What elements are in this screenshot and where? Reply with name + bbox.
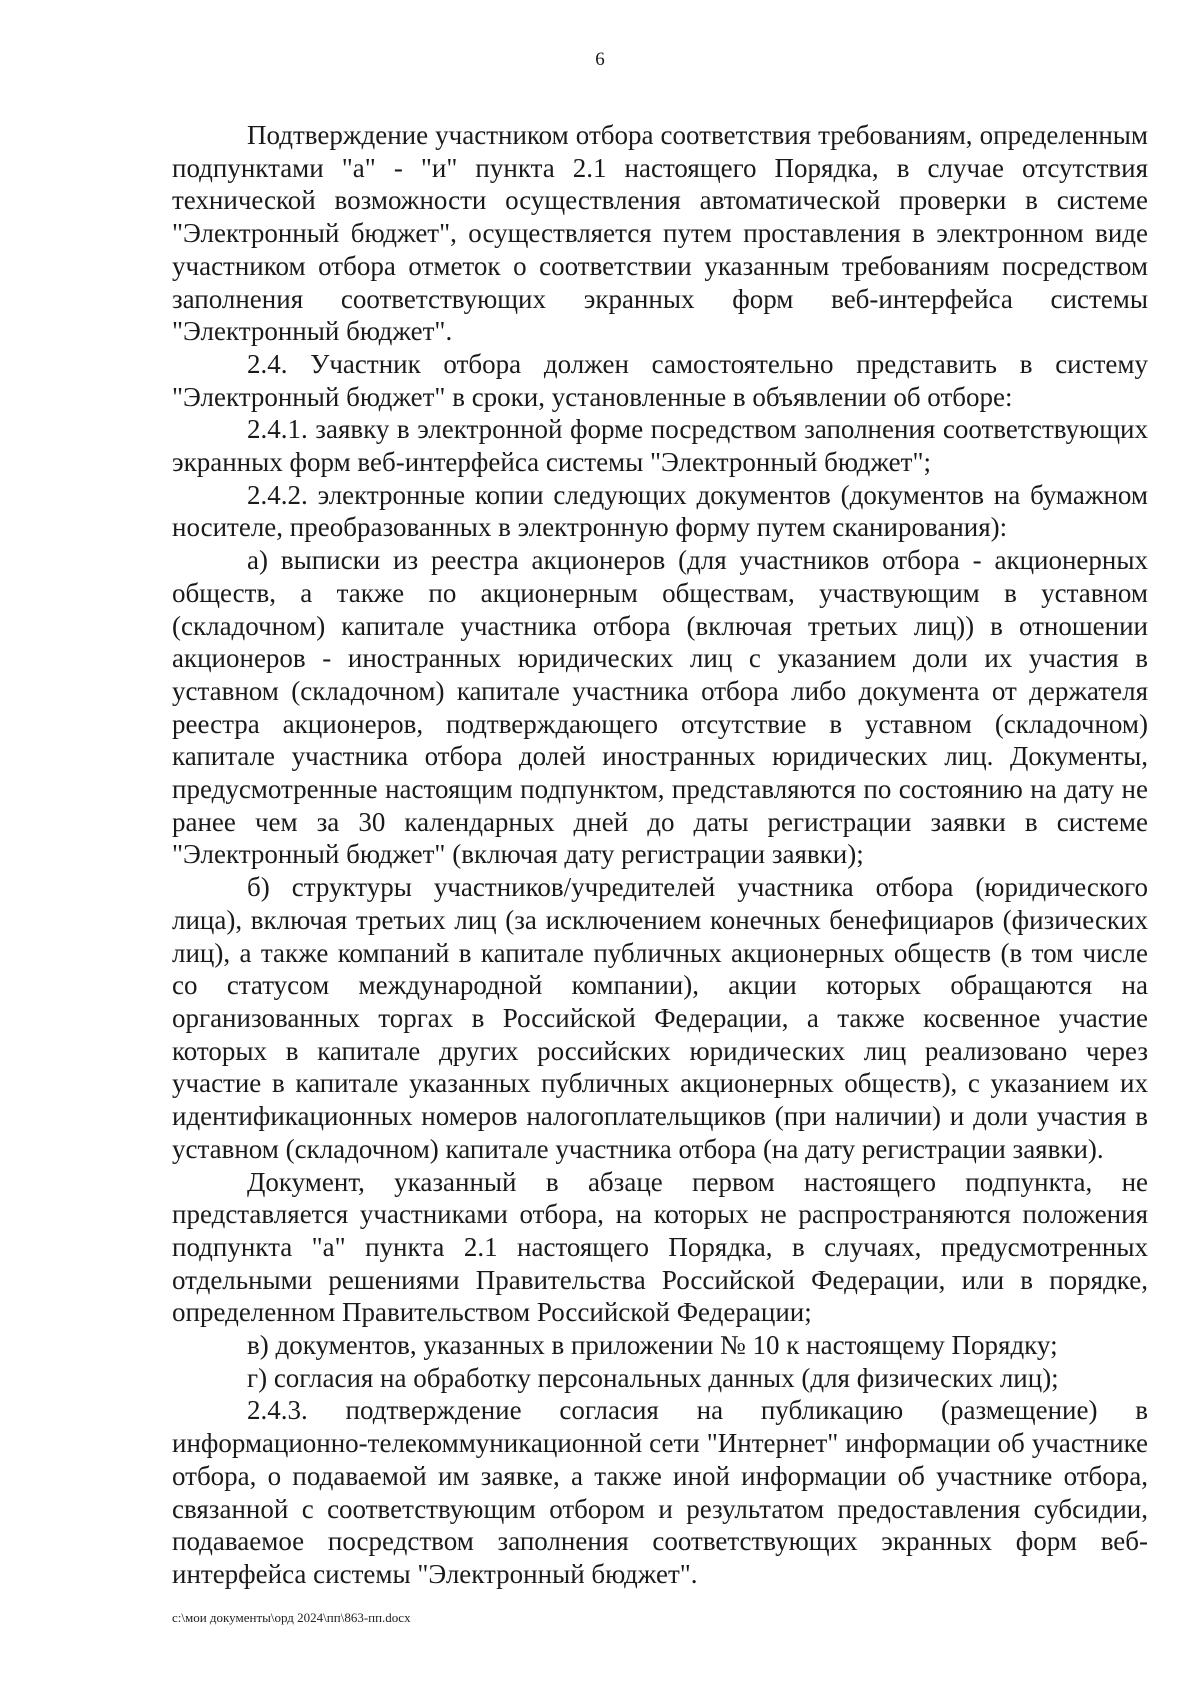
paragraph-item-a: а) выписки из реестра акционеров (для участников отбора - акционерных обществ, а также по акционерным обществам, участвующим в уставном (складочном) капитале участника отбора (включая третьих лиц)) в отношении акционеров - иностранных юридических лиц с указанием доли их участия в уставном (складочном) капитале участника отбора либо документа от держателя реестра акционеров, подтверждающего отсутствие в уставном (складочном) капитале участника отбора долей иностранных юридических лиц. Документы, предусмотренные настоящим подпунктом, представляются по состоянию на дату не ранее чем за 30 календарных дней до даты регистрации заявки в системе "Электронный бюджет" (включая дату регистрации заявки); (172, 545, 1148, 870)
paragraph-item-g: г) согласия на обработку персональных данных (для физических лиц); (247, 1362, 1059, 1393)
paragraph-2-4-3: 2.4.3. подтверждение согласия на публикацию (размещение) в информационно-телекоммуникационной сети "Интернет" информации об участнике отбора, о подаваемой им заявке, а также иной информации об участнике отбора, связанной с соответствующим отбором и результатом предоставления субсидии, подаваемое посредством заполнения соответствующих экранных форм веб-интерфейса системы "Электронный бюджет". (172, 1395, 1148, 1589)
paragraph-document-exemption: Документ, указанный в абзаце первом настоящего подпункта, не представляется участниками отбора, на которых не распространяются положения подпункта "а" пункта 2.1 настоящего Порядка, в случаях, предусмотренных отдельными решениями Правительства Российской Федерации, или в порядке, определенном Правительством Российской Федерации; (172, 1166, 1148, 1328)
paragraph-item-v: в) документов, указанных в приложении № 10 к настоящему Порядку; (247, 1330, 1058, 1361)
paragraph-2-4-1: 2.4.1. заявку в электронной форме посредством заполнения соответствующих экранных форм веб-интерфейса системы "Электронный бюджет"; (172, 414, 1148, 478)
paragraph-2-4: 2.4. Участник отбора должен самостоятельно представить в систему "Электронный бюджет" в сроки, установленные в объявлении об отборе: (172, 348, 1148, 412)
document-body (172, 119, 1148, 1591)
paragraph-item-b: б) структуры участников/учредителей участника отбора (юридического лица), включая третьих лиц (за исключением конечных бенефициаров (физических лиц), а также компаний в капитале публичных акционерных обществ (в том числе со статусом международной компании), акции которых обращаются на организованных торгах в Российской Федерации, а также косвенное участие которых в капитале других российских юридических лиц реализовано через участие в капитале указанных публичных акционерных обществ), с указанием их идентификационных номеров налогоплательщиков (при наличии) и доли участия в уставном (складочном) капитале участника отбора (на дату регистрации заявки). (172, 872, 1148, 1164)
paragraph-confirmation-requirements: Подтверждение участником отбора соответствия требованиям, определенным подпунктами "а" - "и" пункта 2.1 настоящего Порядка, в случае отсутствия технической возможности осуществления автоматической проверки в системе "Электронный бюджет", осуществляется путем проставления в электронном виде участником отбора отметок о соответствии указанным требованиям посредством заполнения соответствующих экранных форм веб-интерфейса системы "Электронный бюджет". (172, 120, 1148, 347)
paragraph-2-4-2: 2.4.2. электронные копии следующих документов (документов на бумажном носителе, преобразованных в электронную форму путем сканирования): (172, 479, 1148, 543)
page-number: 6 (595, 49, 605, 70)
footer-file-path: c:\мои документы\орд 2024\пп\863-пп.docx (172, 1610, 411, 1625)
